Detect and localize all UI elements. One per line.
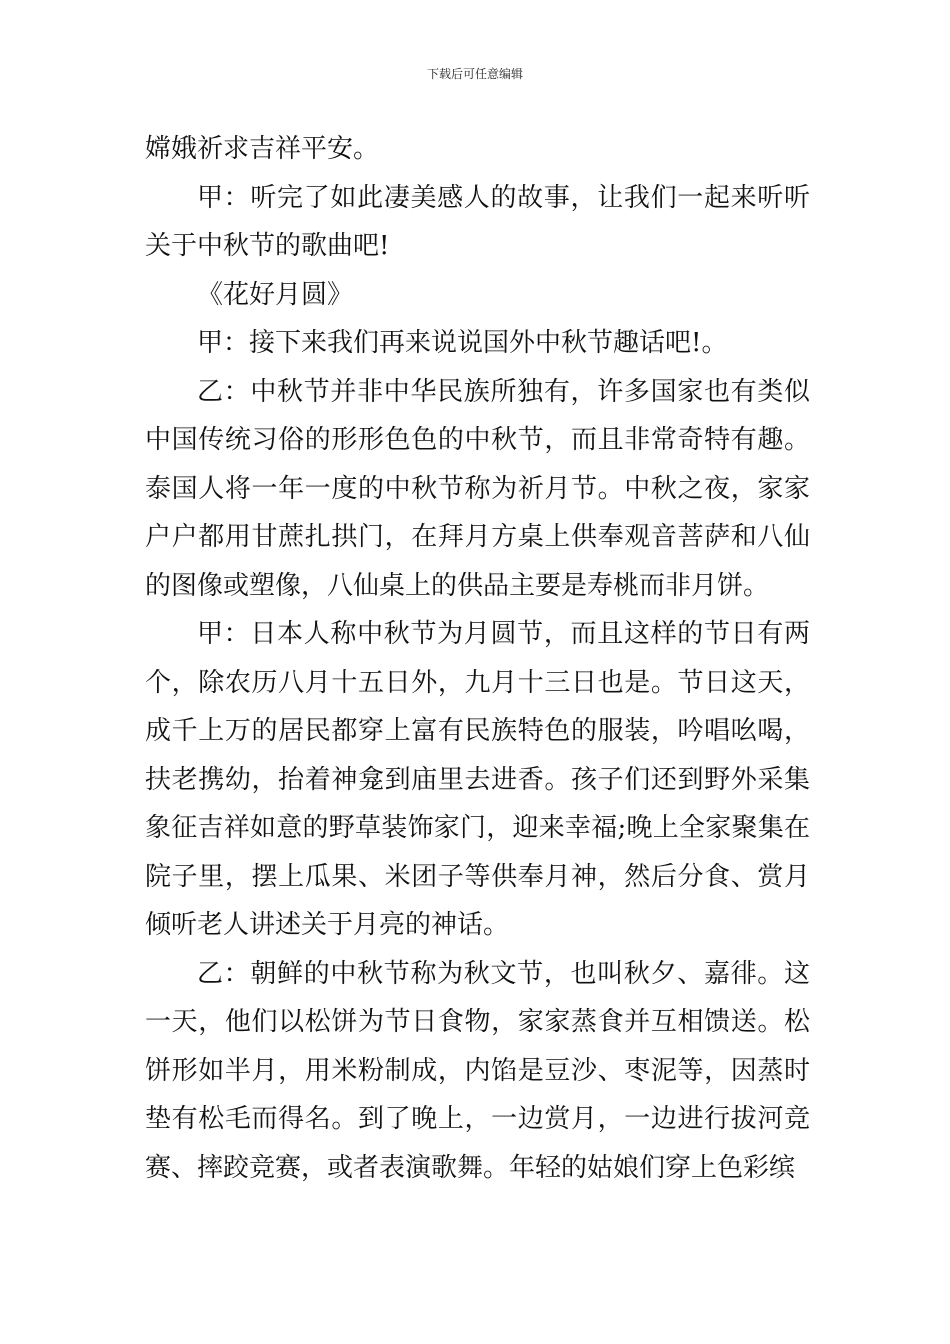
- paragraph-2: 甲：听完了如此凄美感人的故事，让我们一起来听听关于中秋节的歌曲吧!: [145, 182, 810, 261]
- paragraph-4: 甲：接下来我们再来说说国外中秋节趣话吧!。: [197, 328, 728, 358]
- paragraph-3: 《花好月圆》: [197, 279, 354, 310]
- page-header: 下载后可任意编辑: [426, 67, 523, 81]
- paragraph-5: 乙：中秋节并非中华民族所独有，许多国家也有类似中国传统习俗的形形色色的中秋节，而且非常奇特有趣。泰国人将一年一度的中秋节称为祈月节。中秋之夜，家家户户都用甘蔗扎拱门，在拜月方桌上供奉观音菩萨和八仙的图像或塑像，八仙桌上的供品主要是寿桃而非月饼。: [145, 376, 810, 601]
- paragraph-6: 甲：日本人称中秋节为月圆节，而且这样的节日有两个，除农历八月十五日外，九月十三日也是。节日这天，成千上万的居民都穿上富有民族特色的服装，吟唱吆喝，扶老携幼，抬着神龛到庙里去进香。孩子们还到野外采集象征吉祥如意的野草装饰家门，迎来幸福;晚上全家聚集在院子里，摆上瓜果、米团子等供奉月神，然后分食、赏月倾听老人讲述关于月亮的神话。: [145, 619, 810, 940]
- paragraph-7: 乙：朝鲜的中秋节称为秋文节，也叫秋夕、嘉徘。这一天，他们以松饼为节日食物，家家蒸食并互相馈送。松饼形如半月，用米粉制成，内馅是豆沙、枣泥等，因蒸时垫有松毛而得名。到了晚上，一边赏月，一边进行拔河竞赛、摔跤竞赛，或者表演歌舞。年轻的姑娘们穿上色彩缤: [145, 958, 810, 1183]
- paragraph-1: 嫦娥祈求吉祥平安。: [145, 134, 380, 164]
- document-body: [145, 125, 810, 1192]
